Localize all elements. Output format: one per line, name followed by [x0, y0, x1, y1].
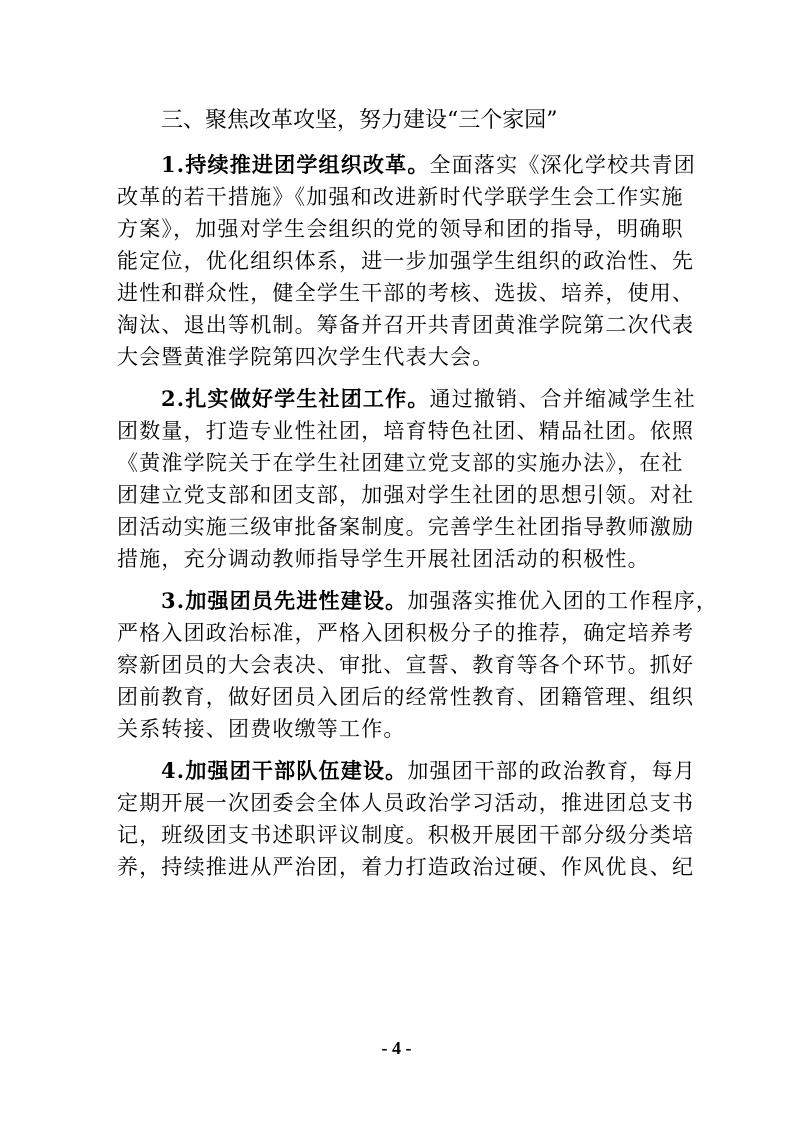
page-number: - 4 -: [381, 1038, 412, 1058]
paragraph-1: [117, 149, 696, 373]
paragraph-line: 方案》，加强对学生会组织的党的领导和团的指导，明确职: [117, 217, 684, 241]
paragraph-line: 养，持续推进从严治团，着力打造政治过硬、作风优良、纪: [117, 855, 695, 879]
paragraph-line: 进性和群众性，健全学生干部的考核、选拔、培养，使用、: [117, 281, 695, 305]
paragraph-line: 措施，充分调动教师指导学生开展社团活动的积极性。: [117, 547, 650, 571]
paragraph-text: 加强团干部的政治教育，每月: [407, 759, 696, 783]
paragraph-line: 关系转接、团费收缴等工作。: [117, 717, 406, 741]
paragraph-line: 大会暨黄淮学院第四次学生代表大会。: [117, 345, 495, 369]
section-heading: 三、聚焦改革攻坚，努力建设“三个家园”: [161, 108, 558, 133]
paragraph-line: 团前教育，做好团员入团后的经常性教育、团籍管理、组织: [117, 685, 695, 709]
paragraph-line: 能定位，优化组织体系，进一步加强学生组织的政治性、先: [117, 249, 695, 273]
paragraph-line: 察新团员的大会表决、审批、宣誓、教育等各个环节。抓好: [117, 653, 695, 677]
paragraph-lead: 3.加强团员先进性建设。: [161, 588, 408, 613]
paragraph-line: [117, 383, 696, 415]
paragraph-line: [117, 755, 696, 787]
paragraph-lead: 1.持续推进团学组织改革。: [161, 152, 430, 177]
paragraph-lead: 4.加强团干部队伍建设。: [161, 758, 408, 783]
paragraph-line: 定期开展一次团委会全体人员政治学习活动，推进团总支书: [117, 791, 695, 815]
paragraph-text: 通过撤销、合并缩减学生社: [429, 387, 696, 411]
document-body: [117, 101, 719, 893]
paragraph-line: 记，班级团支书述职评议制度。积极开展团干部分级分类培: [117, 823, 695, 847]
paragraph-line: 淘汰、退出等机制。筹备并召开共青团黄淮学院第二次代表: [117, 313, 695, 337]
paragraph-3: [117, 585, 719, 745]
paragraph-line: 团数量，打造专业性社团，培育特色社团、精品社团。依照: [117, 419, 695, 443]
paragraph-line: [117, 585, 719, 617]
paragraph-line: 团建立党支部和团支部，加强对学生社团的思想引领。对社: [117, 483, 695, 507]
paragraph-4: [117, 755, 696, 883]
paragraph-line: 团活动实施三级审批备案制度。完善学生社团指导教师激励: [117, 515, 695, 539]
paragraph-line: 《黄淮学院关于在学生社团建立党支部的实施办法》，在社: [117, 451, 684, 475]
paragraph-text: 全面落实《深化学校共青团: [429, 153, 696, 177]
paragraph-line: 改革的若干措施》《加强和改进新时代学联学生会工作实施: [117, 185, 684, 209]
paragraph-text: 加强落实推优入团的工作程序，: [407, 589, 719, 613]
paragraph-lead: 2.扎实做好学生社团工作。: [161, 386, 430, 411]
paragraph-2: [117, 383, 696, 575]
paragraph-line: 严格入团政治标准，严格入团积极分子的推荐，确定培养考: [117, 621, 695, 645]
paragraph-line: [117, 149, 696, 181]
